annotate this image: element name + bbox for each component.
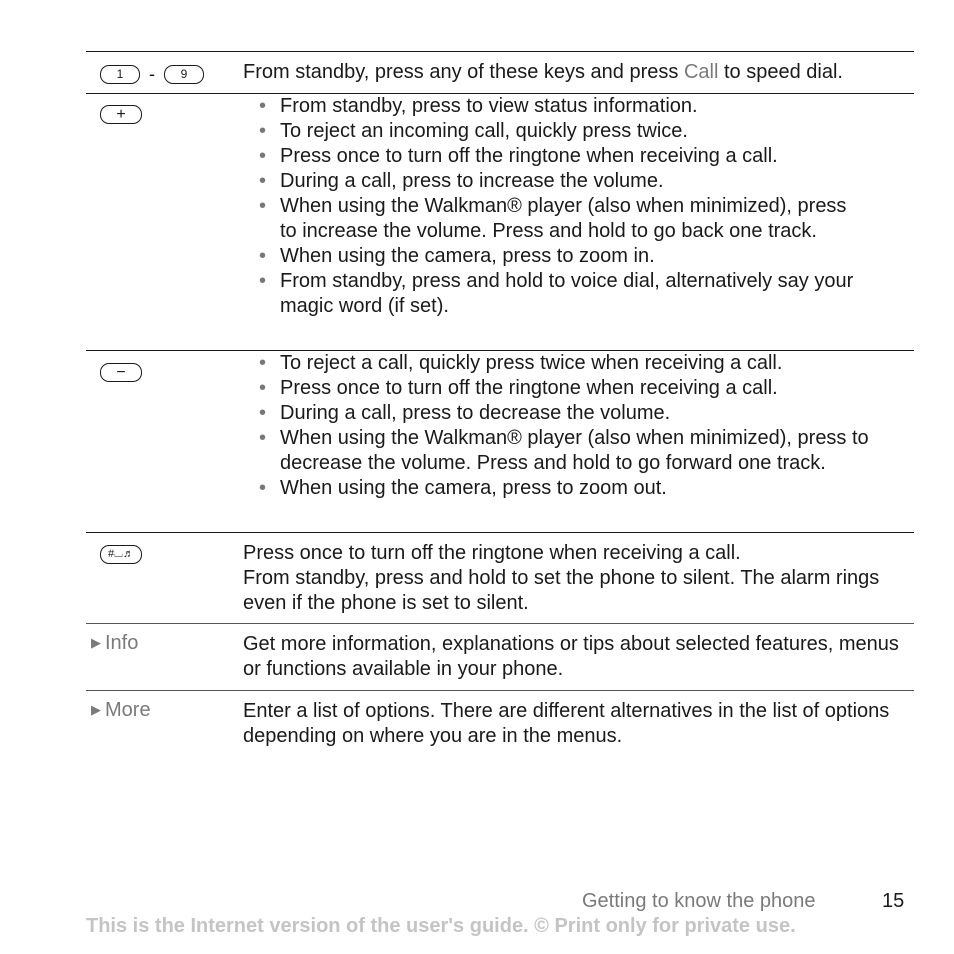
info-description: Get more information, explanations or tips about selected features, menus or functions available in your phone. xyxy=(243,633,899,680)
key-cell xyxy=(86,533,243,623)
list-item: • To reject an incoming call, quickly press twice. xyxy=(241,119,914,144)
row-speed-dial xyxy=(86,51,914,93)
speed-dial-text-end: to speed dial. xyxy=(718,61,843,83)
info-menu-label xyxy=(91,632,138,655)
play-triangle-icon: ▶ xyxy=(91,702,101,717)
key-group xyxy=(100,64,204,85)
row-volume-down xyxy=(86,350,914,532)
description-cell xyxy=(243,52,914,93)
hash-silent-key-icon: #⌴♬ xyxy=(100,545,142,564)
description-cell xyxy=(243,94,914,350)
list-item: • Press once to turn off the ringtone when receiving a call. xyxy=(241,376,914,401)
list-item: • From standby, press to view status information. xyxy=(241,94,914,119)
footer-section-title: Getting to know the phone xyxy=(582,890,816,912)
info-label-text: Info xyxy=(105,632,139,654)
list-item: • During a call, press to decrease the volume. xyxy=(241,401,914,426)
key-cell xyxy=(86,351,243,532)
key-1-icon: 1 xyxy=(100,65,140,84)
play-triangle-icon: ▶ xyxy=(91,635,101,650)
list-item: • From standby, press and hold to voice dial, alternatively say your magic word (if set). xyxy=(241,269,914,319)
plus-key-icon: + xyxy=(100,105,142,124)
list-item: • To reject a call, quickly press twice when receiving a call. xyxy=(241,351,914,376)
key-cell xyxy=(86,691,243,761)
more-label-text: More xyxy=(105,699,151,721)
description-cell xyxy=(243,533,914,623)
volume-down-list xyxy=(241,351,914,501)
row-info xyxy=(86,623,914,690)
row-more xyxy=(86,690,914,761)
description-cell xyxy=(243,624,914,690)
call-softkey-label: Call xyxy=(683,61,719,83)
more-description: Enter a list of options. There are different alternatives in the list of options depending on where you are in the menus. xyxy=(243,700,890,747)
key-reference-table xyxy=(86,51,914,761)
key-cell xyxy=(86,624,243,690)
more-menu-label xyxy=(91,699,151,722)
row-silent xyxy=(86,532,914,623)
speed-dial-text: From standby, press any of these keys and press xyxy=(243,61,684,83)
row-volume-up xyxy=(86,93,914,350)
list-item: • When using the camera, press to zoom in. xyxy=(241,244,914,269)
list-item: • When using the camera, press to zoom out. xyxy=(241,476,914,501)
description-cell xyxy=(243,351,914,532)
key-cell xyxy=(86,52,243,93)
list-item: • Press once to turn off the ringtone when receiving a call. xyxy=(241,144,914,169)
list-item: • When using the Walkman® player (also when minimized), press to decrease the volume. Press and hold to go forward one track. xyxy=(241,426,914,476)
key-9-icon: 9 xyxy=(164,65,204,84)
key-cell xyxy=(86,94,243,350)
list-item: • During a call, press to increase the volume. xyxy=(241,169,914,194)
silent-line-2: From standby, press and hold to set the phone to silent. The alarm rings even if the phone is set to silent. xyxy=(243,567,880,614)
list-item: • When using the Walkman® player (also when minimized), press to increase the volume. Press and hold to go back one track. xyxy=(241,194,914,244)
silent-line-1: Press once to turn off the ringtone when receiving a call. xyxy=(243,542,741,564)
page-number: 15 xyxy=(882,890,905,912)
key-range-separator: - xyxy=(149,64,155,84)
description-cell xyxy=(243,691,914,761)
minus-key-icon: − xyxy=(100,363,142,382)
copyright-notice: This is the Internet version of the user's guide. © Print only for private use. xyxy=(86,915,796,937)
volume-up-list xyxy=(241,94,914,319)
